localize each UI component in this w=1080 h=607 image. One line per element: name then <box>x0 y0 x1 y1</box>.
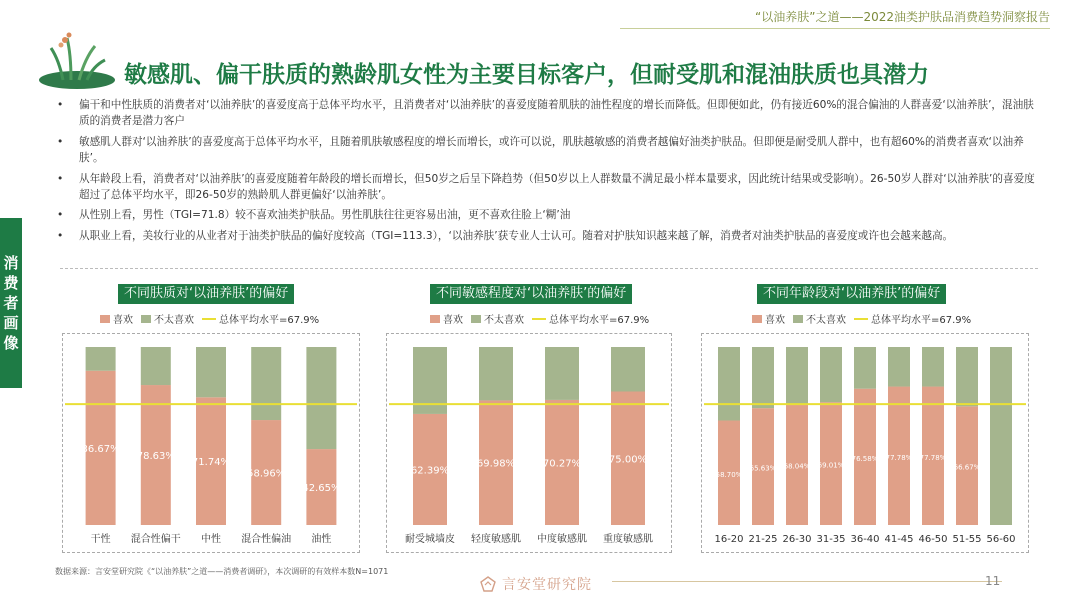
legend-label: 总体平均水平=67.9% <box>871 315 972 326</box>
data-label: 68.04% <box>783 462 811 471</box>
data-label: 77.78% <box>885 453 913 462</box>
data-label: 69.98% <box>476 458 516 470</box>
chart-svg <box>702 334 1028 552</box>
bar-dislike <box>786 347 808 404</box>
chart-title-skin-type: 不同肤质对‘以油养肤’的偏好 <box>118 284 294 304</box>
bullet-dot: • <box>57 99 64 111</box>
chart-title-sensitivity: 不同敏感程度对‘以油养肤’的偏好 <box>430 284 632 304</box>
chart-legend <box>100 311 327 326</box>
category-label: 耐受城墙皮 <box>405 534 455 545</box>
legend-line <box>532 318 546 320</box>
legend-line <box>202 318 216 320</box>
data-label: 58.70% <box>715 470 743 479</box>
data-label: 86.67% <box>81 443 120 455</box>
data-label: 65.63% <box>749 464 777 473</box>
legend-label: 总体平均水平=67.9% <box>549 315 650 326</box>
legend-swatch <box>100 315 110 323</box>
category-label: 51-55 <box>952 534 982 545</box>
logo-text: 言安堂研究院 <box>502 577 592 593</box>
legend-label: 不太喜欢 <box>484 315 524 326</box>
data-label: 77.78% <box>919 453 947 462</box>
bullet-dot: • <box>57 209 64 222</box>
legend-swatch <box>141 315 151 323</box>
title-rule <box>620 28 1050 29</box>
bar-dislike <box>752 347 774 408</box>
legend-label: 喜欢 <box>113 315 133 326</box>
bar-dislike <box>86 347 116 371</box>
bar-dislike <box>820 347 842 402</box>
legend-swatch <box>430 315 440 323</box>
category-label: 重度敏感肌 <box>603 534 653 545</box>
category-label: 26-30 <box>782 534 812 545</box>
chart-skin-type <box>62 333 360 553</box>
category-label: 油性 <box>311 534 332 545</box>
chart-sensitivity <box>386 333 672 553</box>
data-label: 75.00% <box>608 454 648 466</box>
bullet-dot: • <box>57 172 64 185</box>
plant-decoration-icon <box>35 30 117 90</box>
category-label: 41-45 <box>884 534 914 545</box>
legend-line <box>854 318 868 320</box>
bottom-rule <box>612 581 1002 582</box>
chart-legend <box>752 311 979 326</box>
bar-dislike <box>141 347 171 385</box>
main-title: 敏感肌、偏干肤质的熟龄肌女性为主要目标客户，但耐受肌和混油肤质也具潜力 <box>124 62 929 88</box>
legend-swatch <box>471 315 481 323</box>
bullet-dot: • <box>57 135 64 148</box>
data-label: 42.65% <box>302 483 341 495</box>
category-label: 混合性偏油 <box>241 534 292 545</box>
legend-label: 喜欢 <box>765 315 785 326</box>
data-label: 58.96% <box>247 468 286 480</box>
bullet-item <box>55 134 1040 167</box>
source-note: 数据来源：言安堂研究院《“以油养肤”之道——消费者调研》，本次调研的有效样本数N=1071 <box>55 567 389 576</box>
bullet-text: 从年龄段上看，消费者对‘以油养肤’的喜爱度随着年龄段的增长而增长，但50岁之后呈下降趋势（但50岁以上人群数量不满足最小样本量要求，因此统计结果或受影响）。26-50岁人群对‘以油养肤’的喜爱度超过了总体平均水平，即26-50岁的熟龄肌人群更偏好‘以油养肤’。 <box>79 172 1035 202</box>
legend-dislike <box>793 311 846 326</box>
category-label: 轻度敏感肌 <box>471 534 521 545</box>
bar-dislike <box>990 347 1012 525</box>
bullet-text: 从职业上看，美妆行业的从业者对于油类护肤品的偏好度较高（TGI=113.3），‘以油养肤’获专业人士认可。随着对护肤知识越来越了解，消费者对油类护肤品的喜爱度或许也会越来越高。 <box>79 229 954 242</box>
legend-swatch <box>752 315 762 323</box>
chart-legend <box>430 311 657 326</box>
category-label: 干性 <box>90 534 111 545</box>
bullet-list <box>55 97 1040 248</box>
bar-dislike <box>306 347 336 449</box>
brand-logo <box>480 574 592 594</box>
legend-average <box>202 311 319 326</box>
category-label: 中性 <box>201 534 221 545</box>
data-label: 71.74% <box>191 457 231 469</box>
report-title: “以油养肤”之道——2022油类护肤品消费趋势洞察报告 <box>755 10 1050 24</box>
bullet-text: 从性别上看，男性（TGI=71.8）较不喜欢油类护肤品。男性肌肤往往更容易出油，更不喜欢往脸上‘糊’油 <box>79 209 571 222</box>
bar-dislike <box>718 347 740 421</box>
legend-average <box>532 311 649 326</box>
legend-label: 不太喜欢 <box>806 315 846 326</box>
bullet-text: 敏感肌人群对‘以油养肤’的喜爱度高于总体平均水平，且随着肌肤敏感程度的增长而增长，或许可以说，肌肤越敏感的消费者越偏好油类护肤品。但即便是耐受肌人群中，也有超60%的消费者喜欢‘以油养肤’。 <box>79 135 1024 165</box>
bullet-item <box>55 207 1040 223</box>
bar-dislike <box>854 347 876 389</box>
bar-dislike <box>251 347 281 420</box>
chart-svg <box>387 334 671 552</box>
bar-dislike <box>888 347 910 387</box>
side-tab-char: 费 <box>3 274 19 292</box>
category-label: 16-20 <box>714 534 744 545</box>
side-tab-char: 像 <box>3 334 19 352</box>
category-label: 56-60 <box>986 534 1016 545</box>
category-label: 混合性偏干 <box>130 534 181 545</box>
bullet-item <box>55 171 1040 204</box>
bar-dislike <box>956 347 978 406</box>
legend-dislike <box>141 311 194 326</box>
side-tab-char: 消 <box>3 254 19 272</box>
bullet-item <box>55 228 1040 244</box>
legend-label: 不太喜欢 <box>154 315 194 326</box>
logo-icon <box>480 576 496 592</box>
legend-like <box>430 311 463 326</box>
legend-swatch <box>793 315 803 323</box>
category-label: 36-40 <box>850 534 880 545</box>
side-tab-char: 画 <box>3 314 19 332</box>
legend-label: 总体平均水平=67.9% <box>219 315 320 326</box>
side-tab-consumer-profile <box>0 218 22 388</box>
data-label: 76.58% <box>851 454 879 463</box>
legend-like <box>100 311 133 326</box>
data-label: 66.67% <box>953 463 981 472</box>
bar-dislike <box>545 347 579 400</box>
chart-age <box>701 333 1029 553</box>
chart-title-age: 不同年龄段对‘以油养肤’的偏好 <box>757 284 946 304</box>
bar-dislike <box>611 347 645 392</box>
legend-dislike <box>471 311 524 326</box>
legend-label: 喜欢 <box>443 315 463 326</box>
data-label: 78.63% <box>136 451 175 463</box>
category-label: 中度敏感肌 <box>537 534 587 545</box>
section-divider <box>60 268 1038 269</box>
bullet-dot: • <box>57 229 64 242</box>
data-label: 69.01% <box>817 461 845 470</box>
data-label: 70.27% <box>542 458 582 470</box>
category-label: 31-35 <box>816 534 846 545</box>
side-tab-char: 者 <box>3 294 19 312</box>
bar-dislike <box>196 347 226 397</box>
page-number: 11 <box>985 574 1001 588</box>
bullet-item <box>55 97 1040 130</box>
chart-svg <box>63 334 359 552</box>
legend-average <box>854 311 971 326</box>
data-label: 62.39% <box>410 465 450 477</box>
legend-like <box>752 311 785 326</box>
bar-dislike <box>479 347 513 400</box>
category-label: 21-25 <box>748 534 778 545</box>
category-label: 46-50 <box>918 534 948 545</box>
bullet-text: 偏干和中性肤质的消费者对‘以油养肤’的喜爱度高于总体平均水平，且消费者对‘以油养肤’的喜爱度随着肌肤的油性程度的增长而降低。但即便如此，仍有接近60%的混合偏油的人群喜爱‘以油养肤’，混油肤质的消费者是潜力客户 <box>79 99 1034 128</box>
bar-dislike <box>922 347 944 387</box>
